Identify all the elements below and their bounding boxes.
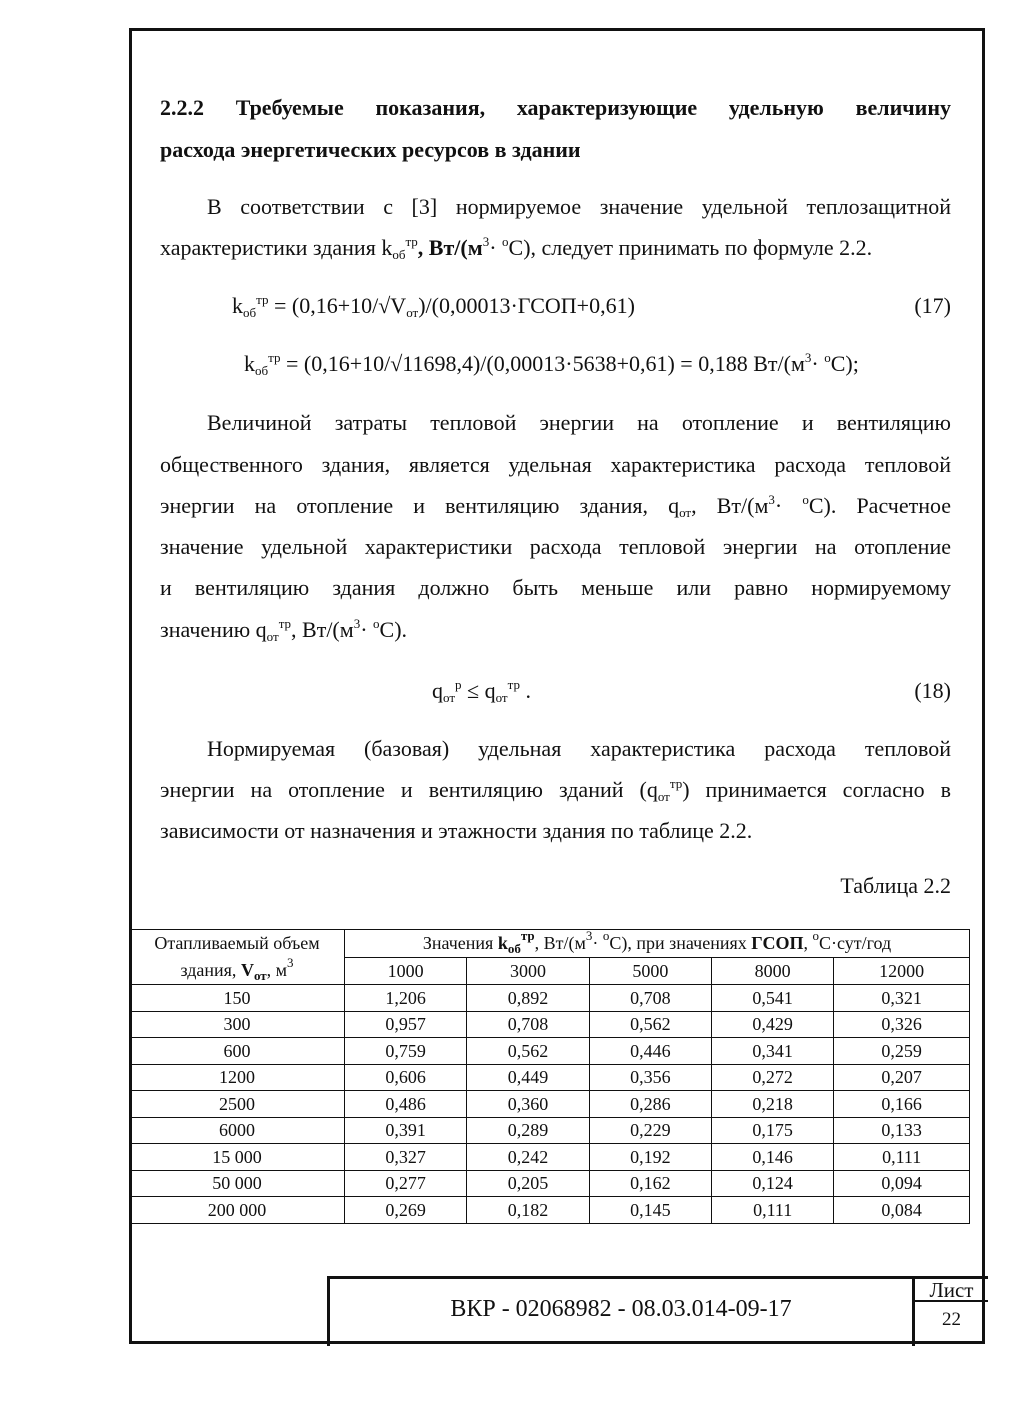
table-cell: 0,175 [711,1117,833,1144]
table-cell: 0,541 [711,985,833,1012]
table-cell: 0,124 [711,1170,833,1197]
table-header-volume: Отапливаемый объем здания, $V_{от}$, $м^3$ [130,930,345,985]
table-row [130,1170,970,1197]
table-cell: 600 [130,1038,345,1065]
table-cell: 0,259 [834,1038,970,1065]
paragraph-1-line-1: В соответствии с [3] нормируемое значение удельной теплозащитной [207,194,951,219]
table-cell: 0,242 [467,1144,589,1171]
table-cell: 0,286 [589,1091,711,1118]
paragraph-2-line-5: и вентиляцию здания должно быть меньше или равно нормируемому [160,575,951,600]
formula-calculation: $k_{об}^{тр} = (0,16+10/√11698,4)/(0,00013\cdot 5638+0,61) = 0,188$ $Вт/(м^3\cdot ^оС)$; [244,350,859,378]
table-cell: 0,289 [467,1117,589,1144]
table-cell: 0,356 [589,1064,711,1091]
table-row [130,1011,970,1038]
formula-18: $q_{от}^р \le q_{от}^{тр}$ . [432,677,531,705]
gsop-header-cell: 1000 [345,957,467,985]
paragraph-2-line-2: общественного здания, является удельная характеристика расхода тепловой [160,452,951,477]
table-cell: 0,327 [345,1144,467,1171]
table-cell: 0,166 [834,1091,970,1118]
table-cell: 1,206 [345,985,467,1012]
gsop-header-cell: 8000 [711,957,833,985]
table-cell: 15 000 [130,1144,345,1171]
table-cell: 0,111 [711,1197,833,1224]
table-cell: 0,111 [834,1144,970,1171]
table-row [130,1064,970,1091]
table-header-values: Значения $k_{об}^{тр}$, $Вт/(м^3\cdot ^оС)$, при значениях ГСОП, $^о$С·сут/год [345,930,970,958]
table-cell: 0,133 [834,1117,970,1144]
sheet-label: Лист [929,1278,974,1302]
table-cell: 0,360 [467,1091,589,1118]
gsop-header-cell: 5000 [589,957,711,985]
paragraph-2-line-3: энергии на отопление и вентиляцию здания, $q_{от}$, $Вт/(м^3\cdot ^оС)$. Расчетное [160,492,952,520]
table-cell: 0,145 [589,1197,711,1224]
table-cell: 1200 [130,1064,345,1091]
table-cell: 0,277 [345,1170,467,1197]
table-cell: 0,192 [589,1144,711,1171]
gsop-header-cell: 3000 [467,957,589,985]
page-number: 22 [942,1309,961,1330]
paragraph-3-line-3: зависимости от назначения и этажности здания по таблице 2.2. [160,818,753,843]
table-cell: 0,326 [834,1011,970,1038]
table-cell: 200 000 [130,1197,345,1224]
table-cell: 0,562 [467,1038,589,1065]
table-cell: 0,606 [345,1064,467,1091]
table-cell: 0,207 [834,1064,970,1091]
table-cell: 0,269 [345,1197,467,1224]
section-title-line-1: 2.2.2 Требуемые показания, характеризующие удельную величину [160,95,951,120]
formula-17-number: (17) [914,293,951,318]
table-cell: 6000 [130,1117,345,1144]
table-row [130,1038,970,1065]
paragraph-2-line-6: значению $q_{от}^{тр}$, $Вт/(м^3\cdot ^оС)$. [160,616,408,644]
table-cell: 0,759 [345,1038,467,1065]
table-cell: 0,321 [834,985,970,1012]
gsop-header-cell: 12000 [834,957,970,985]
table-row [130,985,970,1012]
table-cell: 0,391 [345,1117,467,1144]
paragraph-2-line-4: значение удельной характеристики расхода тепловой энергии на отопление [160,534,951,559]
document-code: ВКР - 02068982 - 08.03.014-09-17 [450,1296,792,1322]
table-row [130,1117,970,1144]
table-cell: 2500 [130,1091,345,1118]
section-title-line-2: расхода энергетических ресурсов в здании [160,137,581,162]
table-cell: 0,205 [467,1170,589,1197]
table-cell: 150 [130,985,345,1012]
table-cell: 0,182 [467,1197,589,1224]
table-row [130,1091,970,1118]
table-caption: Таблица 2.2 [840,873,951,898]
table-cell: 0,341 [711,1038,833,1065]
table-row [130,1144,970,1171]
heat-characteristics-table [129,929,970,1224]
paragraph-3-line-2: энергии на отопление и вентиляцию зданий $(q_{от}^{тр})$ принимается согласно в [160,776,952,804]
table-cell: 0,892 [467,985,589,1012]
formula-17: $k_{об}^{тр}$ = $(0,16+10/√V_{от})/(0,00013\cdot ГСОП+0,61)$ [232,292,635,320]
table-cell: 0,429 [711,1011,833,1038]
table-cell: 0,446 [589,1038,711,1065]
table-cell: 0,094 [834,1170,970,1197]
paragraph-3-line-1: Нормируемая (базовая) удельная характеристика расхода тепловой [207,736,951,761]
table-cell: 0,229 [589,1117,711,1144]
table-row [130,1197,970,1224]
table-cell: 0,146 [711,1144,833,1171]
table-cell: 50 000 [130,1170,345,1197]
paragraph-2-line-1: Величиной затраты тепловой энергии на отопление и вентиляцию [207,410,951,435]
table-cell: 0,708 [467,1011,589,1038]
table-cell: 0,162 [589,1170,711,1197]
table-cell: 0,272 [711,1064,833,1091]
table-cell: 0,708 [589,985,711,1012]
table-cell: 0,449 [467,1064,589,1091]
table-cell: 0,957 [345,1011,467,1038]
table-cell: 0,486 [345,1091,467,1118]
formula-18-number: (18) [914,678,951,703]
table-header-row-1 [130,930,970,958]
table-cell: 0,084 [834,1197,970,1224]
table-cell: 0,562 [589,1011,711,1038]
table-cell: 0,218 [711,1091,833,1118]
paragraph-1-line-2: характеристики здания $k_{об}^{тр}$, $Вт/(м^3\cdot ^оС)$, следует принимать по формуле 2.2. [160,234,873,262]
table-cell: 300 [130,1011,345,1038]
